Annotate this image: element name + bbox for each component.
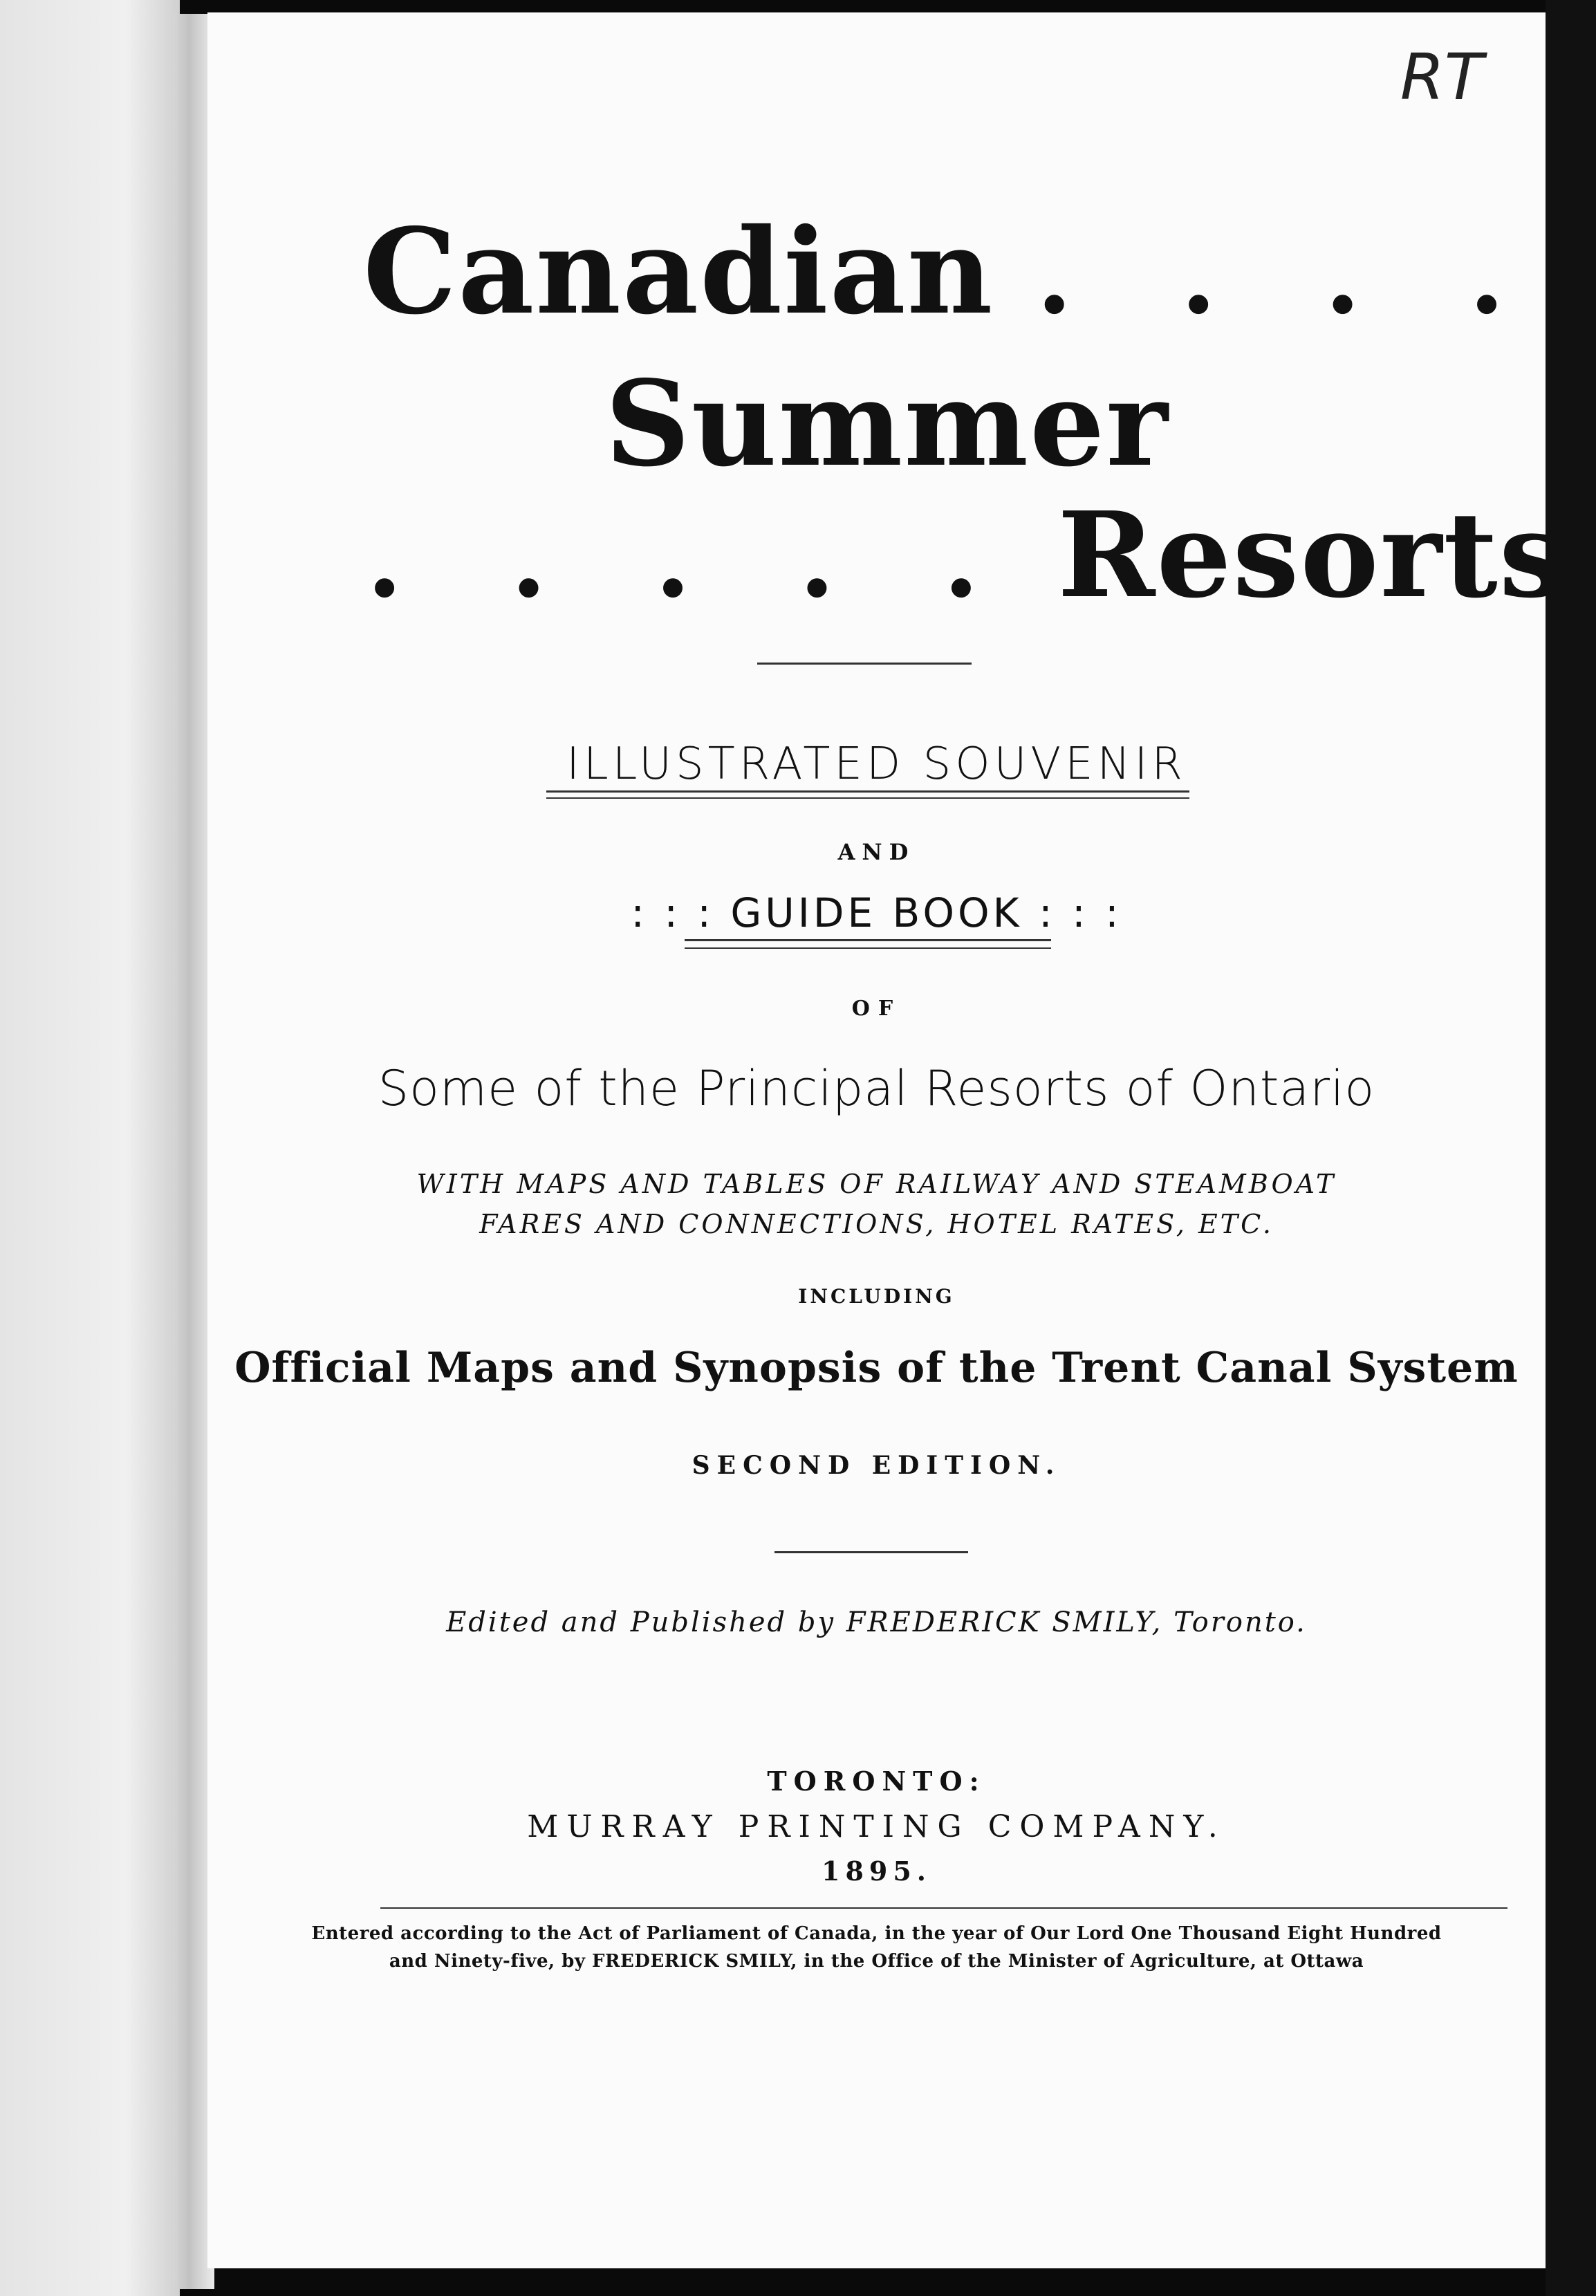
edited-prefix: Edited and Published by <box>446 1607 836 1638</box>
guide-underline-2 <box>685 947 1051 949</box>
title-line-resorts <box>366 486 1596 624</box>
title-word-canadian: Canadian <box>363 203 994 341</box>
edition-label: SECOND EDITION. <box>692 1451 1061 1480</box>
souvenir-underline-2 <box>546 797 1189 799</box>
with-maps-line-1: WITH MAPS AND TABLES OF RAILWAY AND STEAMBOAT <box>416 1169 1337 1199</box>
copyright-rule <box>380 1907 1507 1909</box>
imprint-year: 1895. <box>822 1855 931 1887</box>
guide-book-label: GUIDE BOOK <box>730 889 1023 936</box>
guide-underline <box>685 939 1051 941</box>
title-line-canadian <box>363 203 1596 341</box>
editor-line <box>207 1607 1546 1638</box>
title-word-resorts: Resorts <box>1057 486 1567 624</box>
with-maps-block <box>207 1164 1546 1244</box>
title-page <box>207 12 1567 2268</box>
imprint-printer: MURRAY PRINTING COMPANY. <box>527 1809 1226 1844</box>
guide-book-line <box>207 889 1546 936</box>
divider-rule <box>757 663 972 665</box>
inside-cover-strip <box>0 0 180 2296</box>
copyright-line-2: and Ninety-five, by FREDERICK SMILY, in the Office of the Minister of Agriculture, at Ottawa <box>389 1951 1364 1972</box>
of-label: OF <box>851 997 902 1021</box>
including-label: INCLUDING <box>798 1285 955 1308</box>
handwritten-mark: RT <box>1400 40 1483 114</box>
imprint-city: TORONTO: <box>767 1766 986 1797</box>
guide-suffix: : : : <box>1039 889 1122 936</box>
scan-edge <box>1546 0 1596 2296</box>
title-word-summer: Summer <box>605 355 1169 493</box>
guide-prefix: : : : <box>631 889 714 936</box>
title-line-summer <box>605 355 1596 493</box>
and-label: AND <box>837 839 916 865</box>
with-maps-line-2: FARES AND CONNECTIONS, HOTEL RATES, ETC. <box>479 1209 1274 1239</box>
title-dots-2: . . . . . <box>366 499 1015 621</box>
trent-canal-line: Official Maps and Synopsis of the Trent Canal System <box>234 1344 1519 1392</box>
principal-resorts-line: Some of the Principal Resorts of Ontario <box>378 1060 1375 1117</box>
copyright-line-1: Entered according to the Act of Parliament of Canada, in the year of Our Lord One Thousand Eight Hundred <box>311 1923 1442 1944</box>
edition-rule <box>774 1551 968 1553</box>
editor-place: Toronto. <box>1173 1607 1307 1638</box>
editor-name: FREDERICK SMILY, <box>846 1607 1163 1638</box>
subtitle-souvenir: ILLUSTRATED SOUVENIR <box>566 739 1187 790</box>
title-dots-1: . . . . <box>1036 216 1541 337</box>
copyright-notice <box>207 1920 1546 1975</box>
souvenir-underline <box>546 790 1189 793</box>
